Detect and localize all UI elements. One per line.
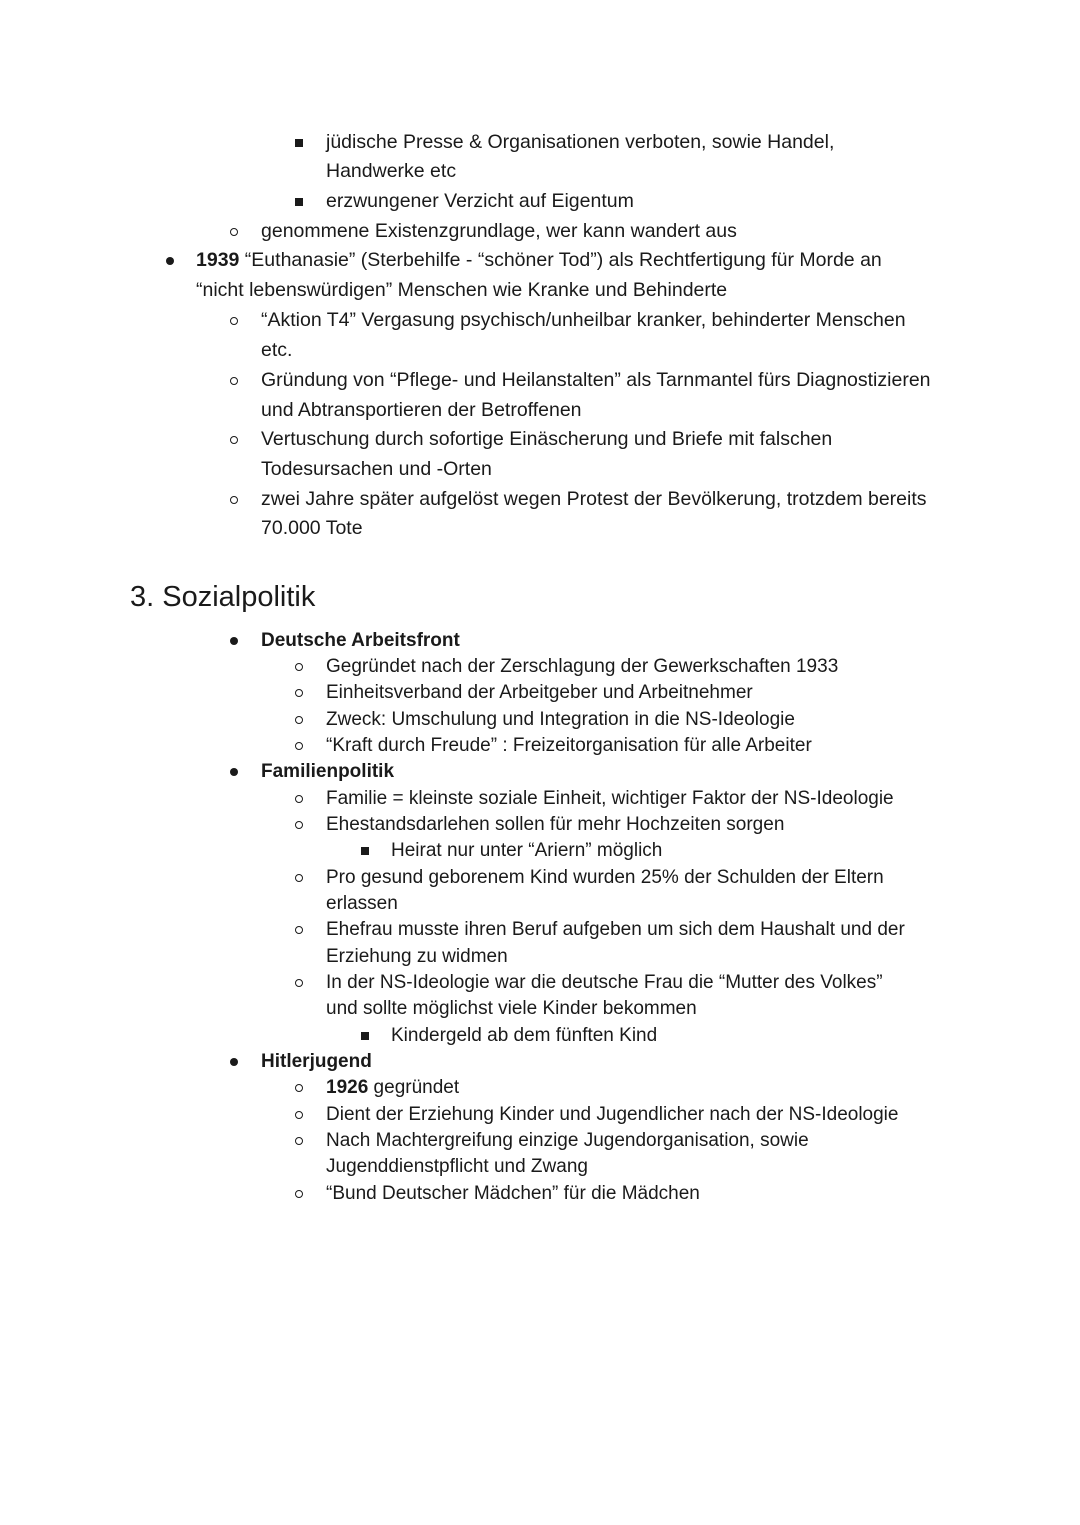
circle-bullet-icon [290,733,308,759]
circle-bullet-icon [290,917,308,943]
square-bullet-icon [290,187,308,217]
circle-bullet-icon [290,707,308,733]
circle-bullet-icon [290,865,308,891]
circle-bullet-icon [225,306,243,336]
square-bullet-icon [356,838,374,864]
circle-bullet-icon [225,485,243,515]
disc-bullet-icon [225,759,243,785]
square-bullet-icon [356,1023,374,1049]
circle-bullet-icon [290,970,308,996]
circle-bullet-icon [290,1075,308,1101]
circle-bullet-icon [290,654,308,680]
circle-bullet-icon [225,217,243,247]
circle-bullet-icon [290,1128,308,1154]
disc-bullet-icon [225,628,243,654]
circle-bullet-icon [290,786,308,812]
document-page: jüdische Presse & Organisationen verboten, sowie Handel, Handwerke etc erzwungener Verzicht auf Eigentum genommene Existenzgrundlage, wer kann wandert aus 1939 “Euthanasie” (Sterbehilfe - “schöner Tod”) als Rechtfertigung für Morde an “nicht lebenswürdigen” Menschen wie Kranke und Behinderte “Aktion T4” Vergasung psychisch/unheilbar kranker, behinderter Menschen etc. Gründung von “Pflege- und Heilanstalten” als Tarnmantel fürs Diagnostizieren und Abtransportieren der Betroffenen Vertuschung durch sofortige Einäscherung und Briefe mit falschen Todesursachen und -Orten zwei Jahre später aufgelöst wegen Protest der Bevölkerung, trotzdem bereits 70.000 Tote 3. Sozialpolitik Deutsche Arbeitsfront Gegründet nach der Zerschlagung der Gewerkschaften 1933 Einheitsverband der Arbeitgeber und Arbeitnehmer Zweck: Umschulung und Integration in die NS-Ideologie “Kraft durch Freude” : Freizeitorganisation für alle Arbeiter Familienpolitik Familie = kleinste soziale Einheit, wichtiger Faktor der NS-Ideologie Ehestandsdarlehen sollen für mehr Hochzeiten sorgen Heirat nur unter “Ariern” möglich Pro gesund geborenem Kind wurden 25% der Schulden der Eltern erlassen Ehefrau musste ihren Beruf aufgeben um sich dem Haushalt und der Erziehung zu widmen In der NS-Ideologie war die deutsche Frau die “Mutter des Volkes” und sollte möglichst viele Kinder bekommen Kindergeld ab dem fünften Kind Hitlerjugend 1926 gegründet Dient der Erziehung Kinder und Jugendlicher nach der NS-Ideologie Nach Machtergreifung einzige Jugendorganisation, sowie Jugenddienstpflicht und Zwang “Bund Deutscher Mädchen” für die Mädchen [0,0,1080,1525]
circle-bullet-icon [290,1181,308,1207]
disc-bullet-icon [161,246,179,276]
circle-bullet-icon [225,366,243,396]
disc-bullet-icon [225,1049,243,1075]
circle-bullet-icon [290,1102,308,1128]
circle-bullet-icon [225,425,243,455]
circle-bullet-icon [290,812,308,838]
square-bullet-icon [290,128,308,158]
section-heading: 3. Sozialpolitik [130,581,316,613]
circle-bullet-icon [290,680,308,706]
